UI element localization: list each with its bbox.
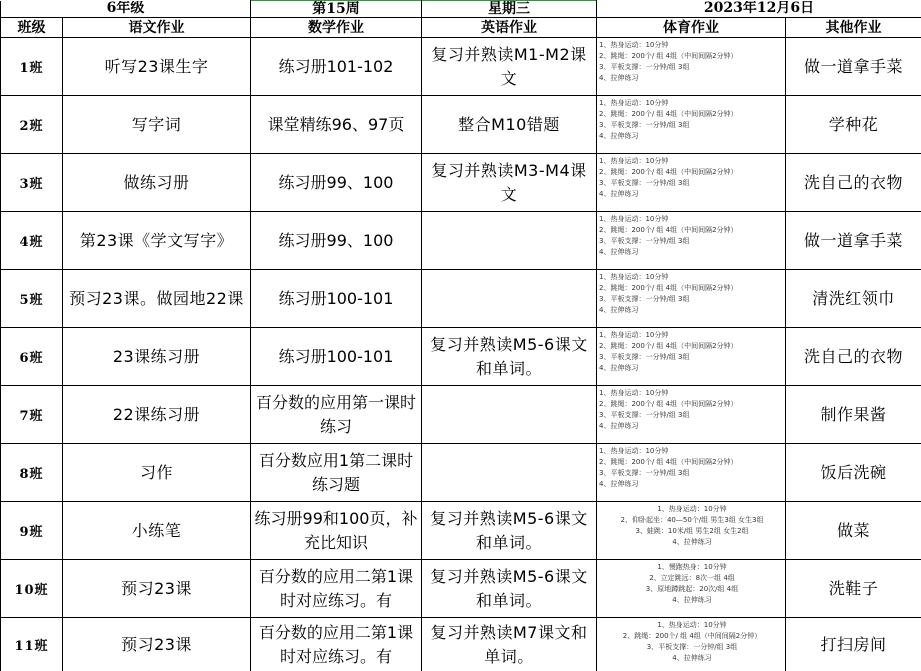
class-cell: 9班 [1, 502, 63, 560]
pe-cell [597, 212, 786, 270]
pe-line: 3、原地蹲跳起：20次/组 4组 [599, 584, 785, 595]
math-cell: 练习册101-102 [251, 38, 422, 96]
weekday-label: 星期三 [422, 1, 597, 18]
pe-cell [597, 386, 786, 444]
pe-line: 4、拉伸练习 [599, 131, 785, 142]
pe-line: 1、热身运动：10分钟 [599, 504, 785, 515]
other-cell: 制作果酱 [786, 386, 921, 444]
pe-cell [597, 96, 786, 154]
chinese-cell: 第23课《学文写字》 [63, 212, 251, 270]
class-cell: 3班 [1, 154, 63, 212]
pe-line: 2、立定跳远：8次一组 4组 [599, 573, 785, 584]
pe-line: 4、拉伸练习 [599, 363, 785, 374]
pe-line: 1、热身运动：10分钟 [599, 388, 785, 399]
date-label: 2023年12月6日 [597, 1, 921, 18]
pe-line: 3、蛙跳：10米/组 男生2组 女生2组 [599, 526, 785, 537]
other-cell: 学种花 [786, 96, 921, 154]
pe-line: 3、平板支撑：一分钟/组 3组 [599, 468, 785, 479]
pe-line: 1、热身运动：10分钟 [599, 330, 785, 341]
pe-line: 1、热身运动：10分钟 [599, 40, 785, 51]
chinese-cell: 预习23课 [63, 560, 251, 618]
other-cell: 洗鞋子 [786, 560, 921, 618]
other-cell: 做一道拿手菜 [786, 212, 921, 270]
table-row [1, 618, 921, 671]
english-cell [422, 212, 597, 270]
table-row [1, 38, 921, 96]
math-cell: 练习册99和100页，补充比知识 [251, 502, 422, 560]
pe-line: 1、慢跑热身：10分钟 [599, 562, 785, 573]
chinese-cell: 写字词 [63, 96, 251, 154]
pe-line: 3、平板支撑：一分钟/组 3组 [599, 352, 785, 363]
header-math: 数学作业 [251, 18, 422, 38]
table-row [1, 444, 921, 502]
other-cell: 做菜 [786, 502, 921, 560]
table-row [1, 270, 921, 328]
pe-line: 4、拉伸练习 [599, 479, 785, 490]
class-cell: 11班 [1, 618, 63, 671]
pe-line: 1、热身运动：10分钟 [599, 620, 785, 631]
english-cell [422, 270, 597, 328]
class-cell: 6班 [1, 328, 63, 386]
pe-line: 4、拉伸练习 [599, 595, 785, 606]
other-cell: 清洗红领巾 [786, 270, 921, 328]
class-cell: 5班 [1, 270, 63, 328]
pe-line: 3、平板支撑：一分钟/组 3组 [599, 642, 785, 653]
english-cell [422, 386, 597, 444]
class-cell: 10班 [1, 560, 63, 618]
math-cell: 练习册99、100 [251, 154, 422, 212]
pe-line: 2、跳绳：200个/ 组 4组（中间间隔2分钟） [599, 283, 785, 294]
pe-cell [597, 502, 786, 560]
table-row [1, 212, 921, 270]
grade-label: 6年级 [1, 1, 251, 18]
pe-line: 3、平板支撑：一分钟/组 3组 [599, 62, 785, 73]
math-cell: 练习册100-101 [251, 328, 422, 386]
chinese-cell: 预习23课。做园地22课 [63, 270, 251, 328]
pe-line: 2、跳绳：200个/ 组 4组（中间间隔2分钟） [599, 457, 785, 468]
pe-line: 2、仰卧起坐：40—50个/组 男生3组 女生3组 [599, 515, 785, 526]
pe-cell [597, 270, 786, 328]
english-cell: 复习并熟读M1-M2课文 [422, 38, 597, 96]
pe-line: 4、拉伸练习 [599, 189, 785, 200]
pe-line: 1、热身运动：10分钟 [599, 156, 785, 167]
math-cell: 百分数的应用二第1课时对应练习。有 [251, 618, 422, 671]
english-cell: 复习并熟读M5-6课文和单词。 [422, 560, 597, 618]
pe-line: 4、拉伸练习 [599, 247, 785, 258]
pe-line: 3、平板支撑：一分钟/组 3组 [599, 120, 785, 131]
header-chinese: 语文作业 [63, 18, 251, 38]
math-cell: 课堂精练96、97页 [251, 96, 422, 154]
math-cell: 练习册99、100 [251, 212, 422, 270]
table-row [1, 560, 921, 618]
pe-cell [597, 38, 786, 96]
pe-cell [597, 328, 786, 386]
english-cell: 整合M10错题 [422, 96, 597, 154]
header-pe: 体育作业 [597, 18, 786, 38]
pe-line: 3、平板支撑：一分钟/组 3组 [599, 236, 785, 247]
english-cell: 复习并熟读M7课文和单词。 [422, 618, 597, 671]
title-row [1, 1, 921, 18]
table-row [1, 154, 921, 212]
other-cell: 饭后洗碗 [786, 444, 921, 502]
pe-line: 2、跳绳：200个/ 组 4组（中间间隔2分钟） [599, 631, 785, 642]
class-cell: 8班 [1, 444, 63, 502]
class-cell: 4班 [1, 212, 63, 270]
pe-line: 1、热身运动：10分钟 [599, 98, 785, 109]
header-class: 班级 [1, 18, 63, 38]
pe-line: 1、热身运动：10分钟 [599, 446, 785, 457]
pe-cell [597, 618, 786, 671]
pe-line: 3、平板支撑：一分钟/组 3组 [599, 410, 785, 421]
pe-line: 3、平板支撑：一分钟/组 3组 [599, 178, 785, 189]
table-row [1, 502, 921, 560]
english-cell [422, 444, 597, 502]
pe-cell [597, 444, 786, 502]
pe-line: 2、跳绳：200个/ 组 4组（中间间隔2分钟） [599, 399, 785, 410]
table-row [1, 328, 921, 386]
math-cell: 练习册100-101 [251, 270, 422, 328]
week-label: 第15周 [251, 1, 422, 18]
pe-line: 4、拉伸练习 [599, 537, 785, 548]
english-cell: 复习并熟读M5-6课文和单词。 [422, 502, 597, 560]
chinese-cell: 小练笔 [63, 502, 251, 560]
header-english: 英语作业 [422, 18, 597, 38]
header-other: 其他作业 [786, 18, 921, 38]
pe-line: 4、拉伸练习 [599, 305, 785, 316]
chinese-cell: 听写23课生字 [63, 38, 251, 96]
pe-line: 2、跳绳：200个/ 组 4组（中间间隔2分钟） [599, 225, 785, 236]
pe-line: 3、平板支撑：一分钟/组 3组 [599, 294, 785, 305]
pe-line: 4、拉伸练习 [599, 653, 785, 664]
other-cell: 洗自己的衣物 [786, 154, 921, 212]
chinese-cell: 习作 [63, 444, 251, 502]
other-cell: 打扫房间 [786, 618, 921, 671]
pe-line: 2、跳绳：200个/ 组 4组（中间间隔2分钟） [599, 167, 785, 178]
english-cell: 复习并熟读M3-M4课文 [422, 154, 597, 212]
pe-line: 2、跳绳：200个/ 组 4组（中间间隔2分钟） [599, 109, 785, 120]
pe-line: 4、拉伸练习 [599, 73, 785, 84]
other-cell: 做一道拿手菜 [786, 38, 921, 96]
other-cell: 洗自己的衣物 [786, 328, 921, 386]
pe-line: 1、热身运动：10分钟 [599, 272, 785, 283]
class-cell: 7班 [1, 386, 63, 444]
pe-line: 2、跳绳：200个/ 组 4组（中间间隔2分钟） [599, 51, 785, 62]
math-cell: 百分数的应用第一课时练习 [251, 386, 422, 444]
pe-line: 4、拉伸练习 [599, 421, 785, 432]
class-cell: 2班 [1, 96, 63, 154]
chinese-cell: 预习23课 [63, 618, 251, 671]
table-row [1, 96, 921, 154]
pe-cell [597, 560, 786, 618]
chinese-cell: 22课练习册 [63, 386, 251, 444]
chinese-cell: 做练习册 [63, 154, 251, 212]
math-cell: 百分数应用1第二课时练习题 [251, 444, 422, 502]
math-cell: 百分数的应用二第1课时对应练习。有 [251, 560, 422, 618]
header-row [1, 18, 921, 38]
english-cell: 复习并熟读M5-6课文和单词。 [422, 328, 597, 386]
pe-line: 2、跳绳：200个/ 组 4组（中间间隔2分钟） [599, 341, 785, 352]
table-row [1, 386, 921, 444]
pe-cell [597, 154, 786, 212]
chinese-cell: 23课练习册 [63, 328, 251, 386]
class-cell: 1班 [1, 38, 63, 96]
pe-line: 1、热身运动：10分钟 [599, 214, 785, 225]
